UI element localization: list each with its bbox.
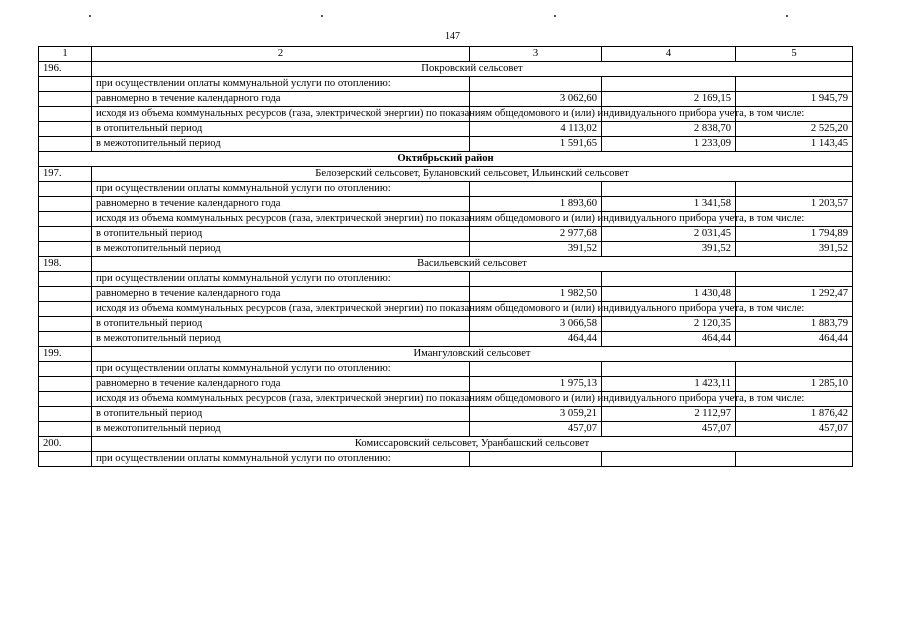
value-cell: 1 423,11 (602, 377, 736, 392)
table-row (39, 212, 853, 227)
row-number: 199. (39, 347, 92, 362)
row-label: при осуществлении оплаты коммунальной услуги по отоплению: (92, 182, 470, 197)
row-label: в межотопительный период (92, 422, 470, 437)
table-row (39, 242, 853, 257)
empty-cell (39, 422, 92, 437)
value-cell (470, 452, 602, 467)
empty-cell (39, 92, 92, 107)
value-cell (602, 77, 736, 92)
row-label: исходя из объема коммунальных ресурсов (газа, электрической энергии) по показаниям общедомового и (или) индивидуального прибора учета, в том числе: (92, 302, 470, 317)
value-cell: 1 982,50 (470, 287, 602, 302)
empty-cell (39, 362, 92, 377)
empty-cell (39, 317, 92, 332)
value-cell: 1 893,60 (470, 197, 602, 212)
settlement-name: Белозерский сельсовет, Булановский сельсовет, Ильинский сельсовет (92, 167, 853, 182)
section-header-row (39, 347, 853, 362)
value-cell (470, 182, 602, 197)
row-label: при осуществлении оплаты коммунальной услуги по отоплению: (92, 77, 470, 92)
value-cell: 1 876,42 (736, 407, 853, 422)
table-row (39, 407, 853, 422)
value-cell: 2 838,70 (602, 122, 736, 137)
value-cell: 1 591,65 (470, 137, 602, 152)
empty-cell (39, 227, 92, 242)
row-label: в отопительный период (92, 227, 470, 242)
row-label: в межотопительный период (92, 242, 470, 257)
column-header-1: 1 (39, 47, 92, 62)
scan-dot (321, 15, 323, 17)
row-label: в отопительный период (92, 122, 470, 137)
value-cell: 1 203,57 (736, 197, 853, 212)
value-cell: 457,07 (602, 422, 736, 437)
tariff-table (38, 46, 853, 467)
row-label: равномерно в течение календарного года (92, 287, 470, 302)
table-row (39, 392, 853, 407)
empty-cell (39, 122, 92, 137)
value-cell (736, 362, 853, 377)
empty-cell (39, 137, 92, 152)
empty-cell (39, 107, 92, 122)
value-cell: 391,52 (602, 242, 736, 257)
value-cell: 1 975,13 (470, 377, 602, 392)
column-header-row (39, 47, 853, 62)
value-cell: 2 525,20 (736, 122, 853, 137)
table-row (39, 317, 853, 332)
value-cell: 457,07 (736, 422, 853, 437)
value-cell: 1 794,89 (736, 227, 853, 242)
empty-cell (39, 272, 92, 287)
row-number: 197. (39, 167, 92, 182)
page-number: 147 (445, 31, 460, 42)
value-cell (470, 77, 602, 92)
row-label: в межотопительный период (92, 137, 470, 152)
value-cell: 391,52 (736, 242, 853, 257)
district-name: Октябрьский район (39, 152, 853, 167)
settlement-name: Комиссаровский сельсовет, Уранбашский сельсовет (92, 437, 853, 452)
row-number: 200. (39, 437, 92, 452)
value-cell: 1 285,10 (736, 377, 853, 392)
value-cell: 2 031,45 (602, 227, 736, 242)
value-cell: 1 341,58 (602, 197, 736, 212)
scan-dot (554, 15, 556, 17)
empty-cell (39, 197, 92, 212)
empty-cell (39, 452, 92, 467)
value-cell: 1 883,79 (736, 317, 853, 332)
table-row (39, 332, 853, 347)
row-number: 196. (39, 62, 92, 77)
value-cell: 464,44 (736, 332, 853, 347)
value-cell (736, 452, 853, 467)
row-label: исходя из объема коммунальных ресурсов (газа, электрической энергии) по показаниям общедомового и (или) индивидуального прибора учета, в том числе: (92, 212, 470, 227)
row-label: равномерно в течение календарного года (92, 377, 470, 392)
row-label: равномерно в течение календарного года (92, 92, 470, 107)
table-row (39, 452, 853, 467)
value-cell: 2 169,15 (602, 92, 736, 107)
value-cell (470, 362, 602, 377)
scan-dot (786, 15, 788, 17)
value-cell: 464,44 (470, 332, 602, 347)
table-row (39, 107, 853, 122)
column-header-3: 3 (470, 47, 602, 62)
value-cell: 2 977,68 (470, 227, 602, 242)
value-cell (602, 452, 736, 467)
row-label: исходя из объема коммунальных ресурсов (газа, электрической энергии) по показаниям общедомового и (или) индивидуального прибора учета, в том числе: (92, 107, 470, 122)
settlement-name: Васильевский сельсовет (92, 257, 853, 272)
table-row (39, 137, 853, 152)
value-cell: 2 112,97 (602, 407, 736, 422)
empty-cell (39, 332, 92, 347)
row-label: равномерно в течение календарного года (92, 197, 470, 212)
settlement-name: Имангуловский сельсовет (92, 347, 853, 362)
empty-cell (39, 377, 92, 392)
value-cell: 1 430,48 (602, 287, 736, 302)
value-cell: 1 233,09 (602, 137, 736, 152)
value-cell: 464,44 (602, 332, 736, 347)
row-label: исходя из объема коммунальных ресурсов (газа, электрической энергии) по показаниям общедомового и (или) индивидуального прибора учета, в том числе: (92, 392, 470, 407)
table-row (39, 287, 853, 302)
value-cell (736, 272, 853, 287)
table-row (39, 227, 853, 242)
section-header-row (39, 257, 853, 272)
row-label: в отопительный период (92, 317, 470, 332)
table-row (39, 362, 853, 377)
table-row (39, 197, 853, 212)
value-cell: 3 066,58 (470, 317, 602, 332)
value-cell (602, 272, 736, 287)
section-header-row (39, 437, 853, 452)
table-row (39, 377, 853, 392)
value-cell: 1 143,45 (736, 137, 853, 152)
empty-cell (39, 182, 92, 197)
value-cell: 1 292,47 (736, 287, 853, 302)
empty-cell (39, 407, 92, 422)
row-number: 198. (39, 257, 92, 272)
section-header-row (39, 62, 853, 77)
row-label: в межотопительный период (92, 332, 470, 347)
table-row (39, 422, 853, 437)
value-cell: 4 113,02 (470, 122, 602, 137)
value-cell: 3 059,21 (470, 407, 602, 422)
row-label: при осуществлении оплаты коммунальной услуги по отоплению: (92, 362, 470, 377)
table-row (39, 122, 853, 137)
column-header-4: 4 (602, 47, 736, 62)
value-cell: 391,52 (470, 242, 602, 257)
value-cell: 2 120,35 (602, 317, 736, 332)
empty-cell (39, 242, 92, 257)
value-cell (470, 272, 602, 287)
empty-cell (39, 77, 92, 92)
table-row (39, 77, 853, 92)
row-label: в отопительный период (92, 407, 470, 422)
empty-cell (39, 302, 92, 317)
value-cell (736, 182, 853, 197)
table-row (39, 272, 853, 287)
empty-cell (39, 212, 92, 227)
settlement-name: Покровский сельсовет (92, 62, 853, 77)
row-label: при осуществлении оплаты коммунальной услуги по отоплению: (92, 272, 470, 287)
district-row (39, 152, 853, 167)
table-row (39, 302, 853, 317)
column-header-2: 2 (92, 47, 470, 62)
column-header-5: 5 (736, 47, 853, 62)
value-cell: 1 945,79 (736, 92, 853, 107)
row-label: при осуществлении оплаты коммунальной услуги по отоплению: (92, 452, 470, 467)
value-cell: 3 062,60 (470, 92, 602, 107)
table-row (39, 182, 853, 197)
empty-cell (39, 287, 92, 302)
section-header-row (39, 167, 853, 182)
empty-cell (39, 392, 92, 407)
table-row (39, 92, 853, 107)
value-cell (602, 362, 736, 377)
scan-dot (89, 15, 91, 17)
value-cell (602, 182, 736, 197)
value-cell (736, 77, 853, 92)
value-cell: 457,07 (470, 422, 602, 437)
